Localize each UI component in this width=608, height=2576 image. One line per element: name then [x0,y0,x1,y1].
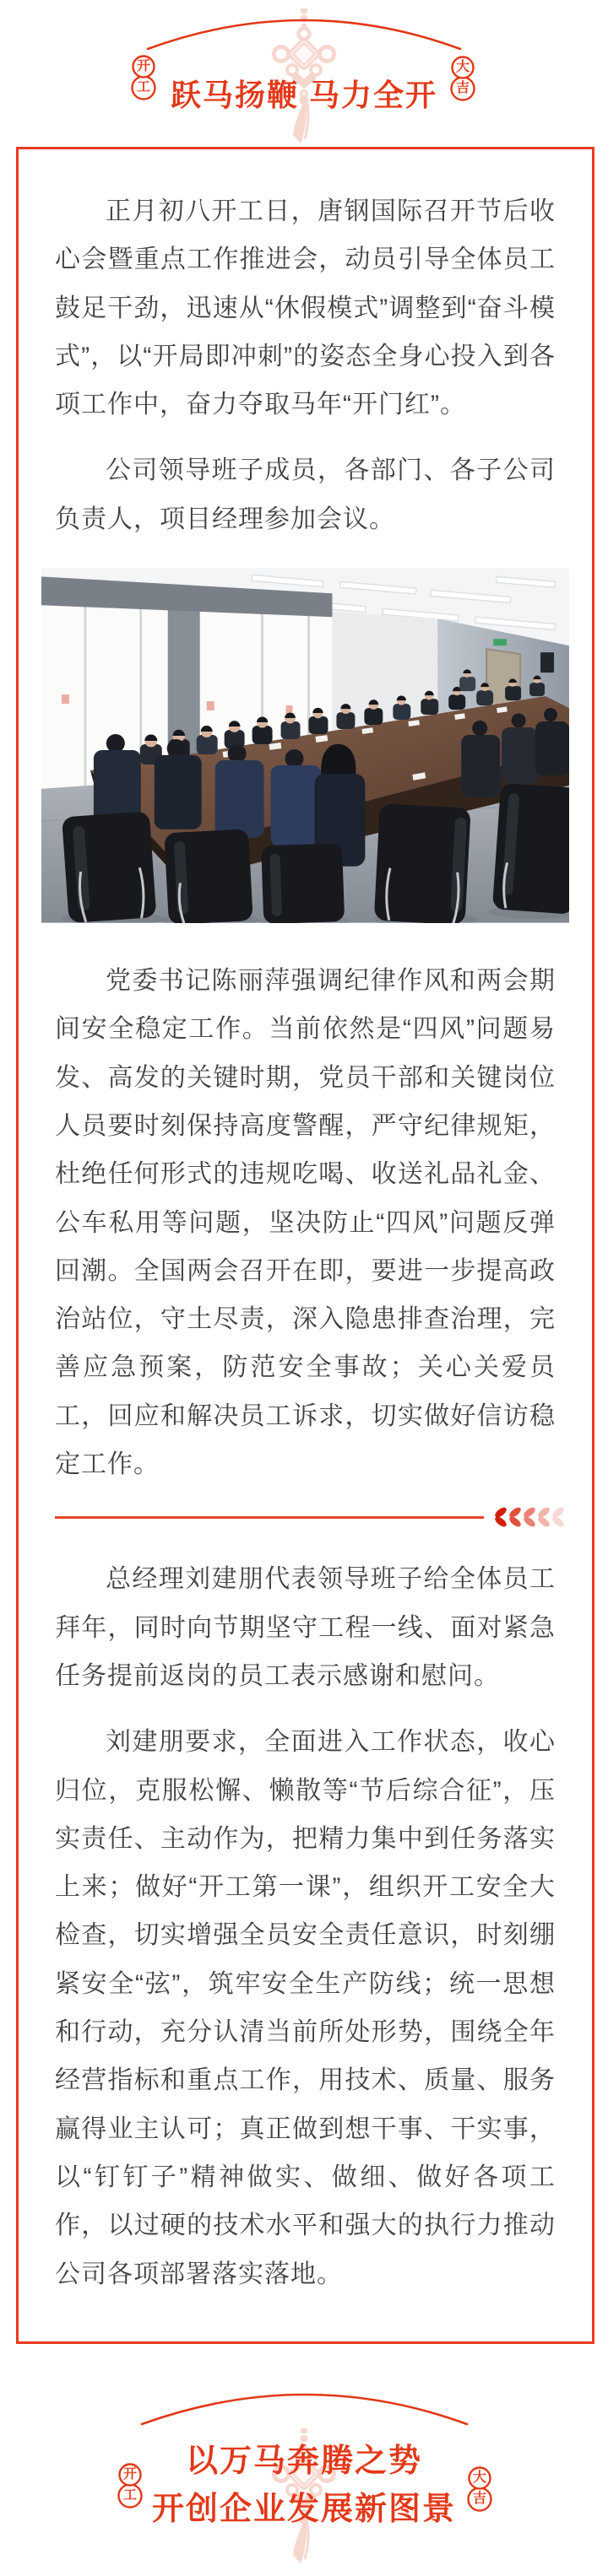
badge-char: 吉 [472,2492,486,2506]
paragraph: 公司领导班子成员，各部门、各子公司负责人，项目经理参加会议。 [55,456,556,533]
arc-line-icon [0,0,608,147]
footer-slogan-line1: 以万马奔腾之势 [185,2444,422,2479]
meeting-photo-illustration [41,568,569,923]
paragraph: 总经理刘建朋代表领导班子给全体员工拜年，同时向节期坚守工程一线、面对紧急任务提前返岗的员工表示感谢和慰问。 [55,1565,556,1690]
badge-char: 大 [455,60,470,74]
paragraph: 正月初八开工日，唐钢国际召开节后收心会暨重点工作推进会，动员引导全体员工鼓足干劲，迅速从“休假模式”调整到“奋斗模式”，以“开局即冲刺”的姿态全身心投入到各项工作中，奋力夺取马年“开门红”。 [55,197,556,419]
badge-char: 开 [122,2467,137,2481]
section-divider [55,1506,556,1528]
paragraph: 刘建朋要求，全面进入工作状态，收心归位，克服松懈、懒散等“节后综合征”，压实责任、主动作为，把精力集中到任务落实上来；做好“开工第一课”，组织开工安全大检查，切实增强全员安全责任意识，时刻绷紧安全“弦”，筑牢安全生产防线；统一思想和行动，充分认清当前所处形势，围绕全年经营指标和重点工作，用技术、质量、服务赢得业主认可；真正做到想干事、干实事，以“钉钉子”精神做实、做细、做好各项工作，以过硬的技术水平和强大的执行力推动公司各项部署落实落地。 [55,1728,556,2288]
divider-line [55,1516,484,1519]
meeting-room-photo [41,568,569,923]
badge-char: 工 [136,80,150,95]
badge-char: 开 [136,59,150,73]
badge-char: 吉 [455,81,470,95]
badge-daji-footer [465,2465,494,2514]
paragraph: 党委书记陈丽萍强调纪律作风和两会期间安全稳定工作。当前依然是“四风”问题易发、高发的关键时期，党员干部和关键岗位人员要时刻保持高度警醒，严守纪律规矩，杜绝任何形式的违规吃喝、收送礼品礼金、公车私用等问题，坚决防止“四风”问题反弹回潮。全国两会召开在即，要进一步提高政治站位，守土尽责，深入隐患排查治理，完善应急预案，防范安全事故；关心关爱员工，回应和解决员工诉求，切实做好信访稳定工作。 [55,967,556,1479]
chevron-leaves-icon [491,1506,566,1528]
article-box [16,147,594,2344]
badge-daji-header [448,54,477,103]
badge-kaigong-header [129,53,158,102]
badge-kaigong-footer [116,2461,144,2510]
badge-char: 工 [122,2488,137,2503]
header-banner [0,0,608,147]
footer-slogan-line2: 开创企业发展新图景 [151,2492,456,2527]
page-title: 跃马扬鞭 马力全开 [170,78,437,113]
footer-banner [0,2344,608,2576]
badge-char: 大 [472,2471,486,2485]
